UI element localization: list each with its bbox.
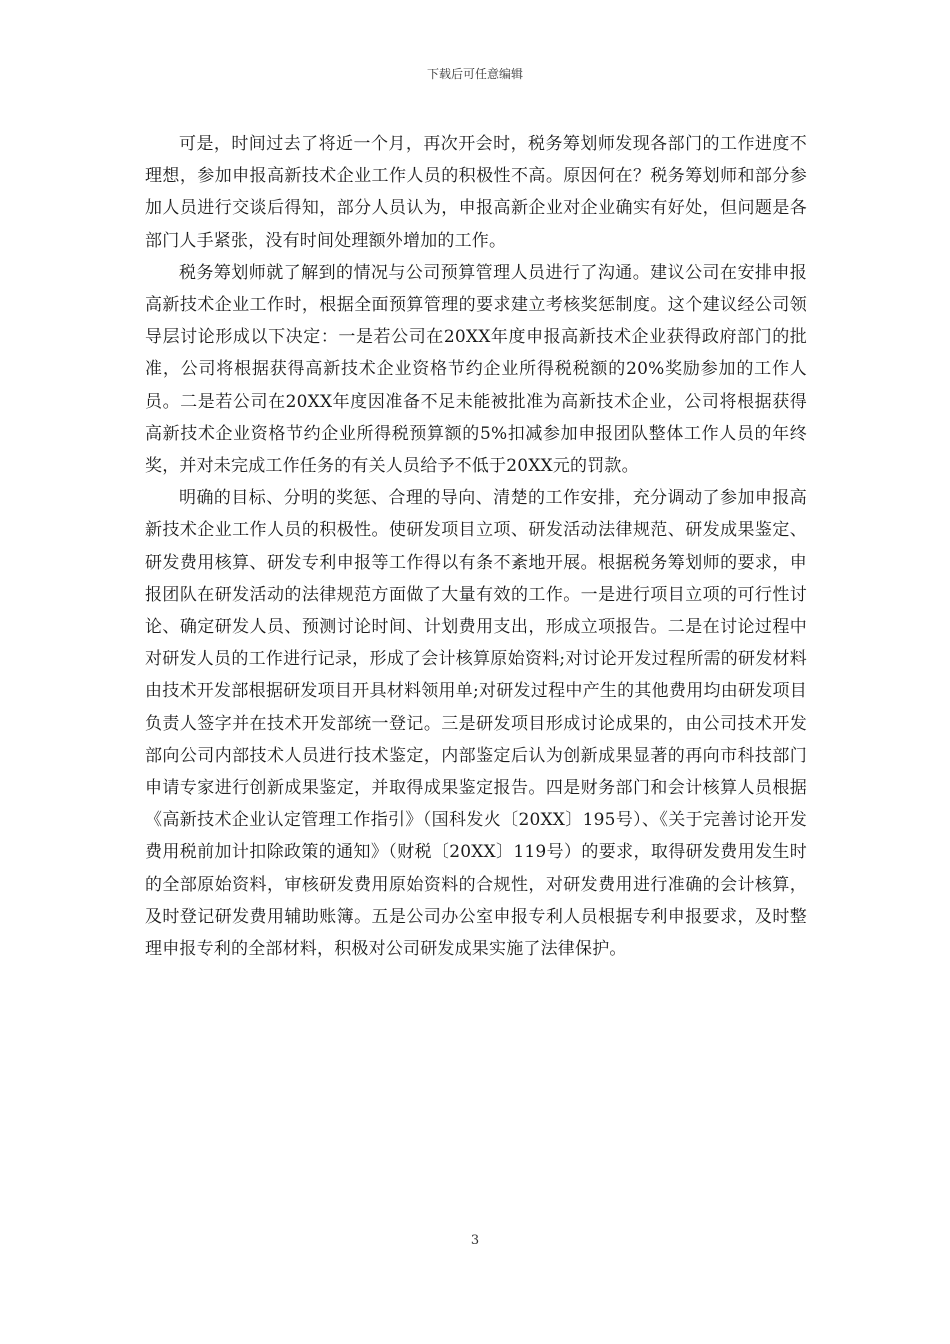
page-header: 下载后可任意编辑 — [426, 67, 523, 81]
paragraph-2: 税务筹划师就了解到的情况与公司预算管理人员进行了沟通。建议公司在安排申报高新技术企业工作时，根据全面预算管理的要求建立考核奖惩制度。这个建议经公司领导层讨论形成以下决定：一是若公司在20XX年度申报高新技术企业获得政府部门的批准，公司将根据获得高新技术企业资格节约企业所得税税额的20%奖励参加的工作人员。二是若公司在20XX年度因准备不足未能被批准为高新技术企业，公司将根据获得高新技术企业资格节约企业所得税预算额的5%扣减参加申报团队整体工作人员的年终奖，并对未完成工作任务的有关人员给予不低于20XX元的罚款。 — [145, 262, 807, 477]
paragraph-1: 可是，时间过去了将近一个月，再次开会时，税务筹划师发现各部门的工作进度不理想，参加申报高新技术企业工作人员的积极性不高。原因何在？税务筹划师和部分参加人员进行交谈后得知，部分人员认为，申报高新企业对企业确实有好处，但问题是各部门人手紧张，没有时间处理额外增加的工作。 — [145, 134, 807, 251]
paragraph-3: 明确的目标、分明的奖惩、合理的导向、清楚的工作安排，充分调动了参加申报高新技术企业工作人员的积极性。使研发项目立项、研发活动法律规范、研发成果鉴定、研发费用核算、研发专利申报等工作得以有条不紊地开展。根据税务筹划师的要求，申报团队在研发活动的法律规范方面做了大量有效的工作。一是进行项目立项的可行性讨论、确定研发人员、预测讨论时间、计划费用支出，形成立项报告。二是在讨论过程中对研发人员的工作进行记录，形成了会计核算原始资料;对讨论开发过程所需的研发材料由技术开发部根据研发项目开具材料领用单;对研发过程中产生的其他费用均由研发项目负责人签字并在技术开发部统一登记。三是研发项目形成讨论成果的，由公司技术开发部向公司内部技术人员进行技术鉴定，内部鉴定后认为创新成果显著的再向市科技部门申请专家进行创新成果鉴定，并取得成果鉴定报告。四是财务部门和会计核算人员根据《高新技术企业认定管理工作指引》（国科发火〔20XX〕195号）、《关于完善讨论开发费用税前加计扣除政策的通知》（财税〔20XX〕119号）的要求，取得研发费用发生时的全部原始资料，审核研发费用原始资料的合规性，对研发费用进行准确的会计核算，及时登记研发费用辅助账簿。五是公司办公室申报专利人员根据专利申报要求，及时整理申报专利的全部材料，积极对公司研发成果实施了法律保护。 — [145, 488, 807, 960]
document-body — [145, 128, 807, 965]
page-number: 3 — [470, 1233, 480, 1248]
